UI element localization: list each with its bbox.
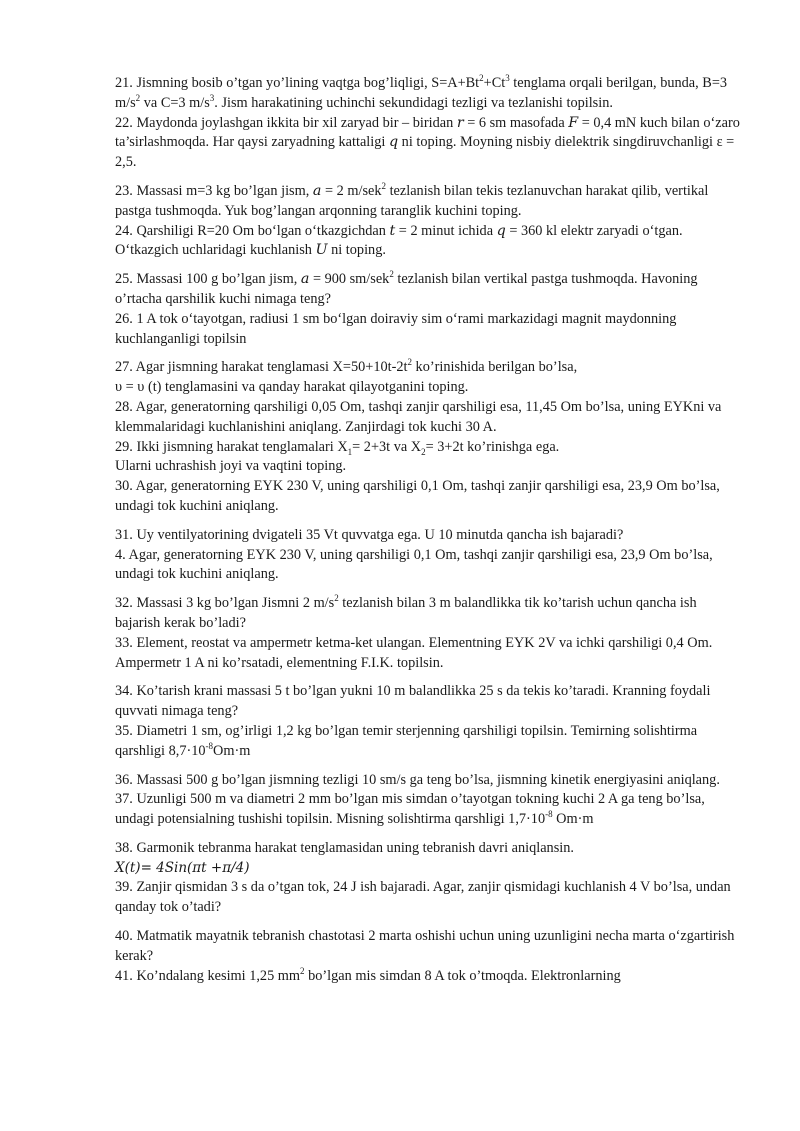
problem-text: 41. Ko’ndalang kesimi 1,25 mm xyxy=(115,967,301,984)
problem-group xyxy=(115,358,745,516)
problem-paragraph xyxy=(115,182,745,222)
problem-group xyxy=(115,839,745,918)
problem-group xyxy=(115,74,745,173)
superscript: 2 xyxy=(334,593,339,604)
problem-text: ko’rinishida berilgan bo’lsa, xyxy=(411,359,578,376)
problem-text: 29. Ikki jismning harakat tenglamalari X xyxy=(115,438,348,455)
problem-paragraph xyxy=(115,378,745,398)
problem-text: 36. Massasi 500 g bo’lgan jismning tezligi 10 sm/s ga teng bo’lsa, jismning kinetik energiyasini aniqlang. xyxy=(115,771,720,788)
problem-text: tenglama orqali berilgan, bunda, B=3 m/s xyxy=(115,75,728,111)
document-page xyxy=(115,74,745,986)
problem-text: 35. Diametri 1 sm, og’irligi 1,2 kg bo’lgan temir sterjenning qarshiligi topilsin. Temirning solishtirma qarshligi 8,7·10 xyxy=(115,722,698,759)
problem-text: 38. Garmonik tebranma harakat tenglamasidan uning tebranish davri aniqlansin. xyxy=(115,839,574,856)
problem-text: tezlanish bilan 3 m balandlikka tik ko’tarish uchun qancha ish bajarish kerak bo’ladi? xyxy=(115,595,697,631)
superscript: 2 xyxy=(479,73,484,84)
superscript: 2 xyxy=(135,93,141,104)
subscript: 1 xyxy=(347,446,353,457)
problem-group xyxy=(115,771,745,830)
problem-text: 39. Zanjir qismidan 3 s da o’tgan tok, 24 J ish bajaradi. Agar, zanjir qismidagi kuchlanish 4 V bo’lsa, undan qanday tok o’tadi? xyxy=(115,879,731,916)
subscript: 2 xyxy=(421,446,426,457)
problem-paragraph xyxy=(115,477,745,517)
problem-text: 40. Matmatik mayatnik tebranish chastotasi 2 marta oshishi uchun uning uzunligini necha marta o‘zgartirish kerak? xyxy=(115,928,735,964)
problem-paragraph xyxy=(115,967,745,987)
problem-paragraph xyxy=(115,546,745,586)
problem-paragraph xyxy=(115,526,745,546)
problem-paragraph xyxy=(115,634,745,674)
problem-text: Ularni uchrashish joyi va vaqtini toping. xyxy=(115,458,347,475)
problem-text: 25. Massasi 100 g bo’lgan jism, 𝑎 = 900 sm/sek xyxy=(115,271,390,288)
superscript: -8 xyxy=(205,740,214,751)
equation: X(t)= 4Sin(πt +π/4) xyxy=(115,859,250,876)
problem-text: 21. Jismning bosib o’tgan yo’lining vaqtga bog’liqligi, S=A+Bt xyxy=(115,75,480,91)
problem-paragraph xyxy=(115,310,745,350)
problem-paragraph xyxy=(115,438,745,458)
problem-paragraph xyxy=(115,790,745,830)
problem-text: 32. Massasi 3 kg bo’lgan Jismni 2 m/s xyxy=(115,595,335,612)
superscript: 2 xyxy=(381,181,386,192)
problem-paragraph xyxy=(115,682,745,722)
problem-paragraph xyxy=(115,222,745,262)
problem-text: 23. Massasi m=3 kg bo’lgan jism, 𝑎 = 2 m/sek xyxy=(115,182,382,199)
problem-text: va C=3 m/s xyxy=(140,94,210,111)
problem-paragraph xyxy=(115,878,745,918)
problem-text: 37. Uzunligi 500 m va diametri 2 mm bo’lgan mis simdan o’tayotgan tokning kuchi 2 A ga teng bo’lsa, undagi potensialning tushishi topilsin. Misning solishtirma qarshligi 1,7·10 xyxy=(115,791,705,828)
problem-text: 33. Element, reostat va ampermetr ketma-ket ulangan. Elementning EYK 2V va ichki qarshiligi 0,4 Om. Ampermetr 1 A ni ko’rsatadi, elementning F.I.K. topilsin. xyxy=(115,634,713,671)
superscript: -8 xyxy=(545,809,553,820)
superscript: 2 xyxy=(389,269,394,280)
problem-text: 27. Agar jismning harakat tenglamasi X=50+10t-2t xyxy=(115,359,408,376)
problem-text: 31. Uy ventilyatorining dvigateli 35 Vt quvvatga ega. U 10 minutda qancha ish bajaradi? xyxy=(115,526,624,543)
problem-group xyxy=(115,526,745,585)
problem-text: = 3+2t ko’rinishga ega. xyxy=(425,438,560,455)
problem-paragraph xyxy=(115,594,745,634)
problem-text: tezlanish bilan tekis tezlanuvchan harakat qilib, vertikal pastga tushmoqda. Yuk bog’langan arqonning taranglik kuchini toping. xyxy=(115,182,709,219)
problem-text: = 2+3t va X xyxy=(352,438,422,455)
problem-text: 34. Ko’tarish krani massasi 5 t bo’lgan yukni 10 m balandlikka 25 s da tekis ko’taradi. Kranning foydali quvvati nimaga teng? xyxy=(115,683,711,720)
problem-paragraph xyxy=(115,722,745,762)
problem-text: 28. Agar, generatorning qarshiligi 0,05 Om, tashqi zanjir qarshiligi esa, 11,45 Om bo’lsa, uning EYKni va klemmalaridagi kuchlanishini aniqlang. Zanjirdagi tok kuchi 30 A. xyxy=(115,398,722,435)
problem-paragraph xyxy=(115,398,745,438)
problem-text: 4. Agar, generatorning EYK 230 V, uning qarshiligi 0,1 Om, tashqi zanjir qarshiligi esa, 23,9 Om bo’lsa, undagi tok kuchini aniqlang. xyxy=(115,546,713,583)
problem-text: +Ct xyxy=(483,75,506,91)
problem-text: tezlanish bilan vertikal pastga tushmoqda. Havoning o’rtacha qarshilik kuchi nimaga teng? xyxy=(115,271,698,307)
problem-paragraph xyxy=(115,74,745,114)
problem-group xyxy=(115,182,745,261)
problem-paragraph xyxy=(115,927,745,967)
problem-text: Om·m xyxy=(552,811,594,828)
problem-group xyxy=(115,927,745,986)
superscript: 2 xyxy=(407,357,412,368)
problem-group xyxy=(115,270,745,349)
problem-text: . Jism harakatining uchinchi sekundidagi tezligi va tezlanishi topilsin. xyxy=(214,94,613,111)
problem-text: υ = υ (t) tenglamasini va qanday harakat qilayotganini toping. xyxy=(115,379,469,396)
problem-paragraph xyxy=(115,114,745,173)
problem-group xyxy=(115,594,745,673)
problem-paragraph xyxy=(115,457,745,477)
problem-text: 26. 1 A tok o‘tayotgan, radiusi 1 sm bo‘lgan doiraviy sim o‘rami markazidagi magnit maydonning kuchlanganligi topilsin xyxy=(115,310,677,347)
problem-text: 30. Agar, generatorning EYK 230 V, uning qarshiligi 0,1 Om, tashqi zanjir qarshiligi esa, 23,9 Om bo’lsa, undagi tok kuchini aniqlang. xyxy=(115,478,720,514)
problem-text: 24. Qarshiligi R=20 Om bo‘lgan o‘tkazgichdan 𝑡 = 2 minut ichida 𝑞 = 360 kl elektr zaryadi o‘tgan. O‘tkazgich uchlaridagi kuchlanish 𝑈 ni toping. xyxy=(115,222,683,259)
problem-text: bo’lgan mis simdan 8 A tok o’tmoqda. Elektronlarning xyxy=(304,967,621,984)
problem-paragraph xyxy=(115,771,745,791)
superscript: 2 xyxy=(300,965,305,976)
superscript: 3 xyxy=(209,93,215,104)
superscript: 3 xyxy=(505,73,510,84)
problem-paragraph xyxy=(115,270,745,310)
problem-paragraph xyxy=(115,358,745,378)
problem-paragraph xyxy=(115,839,745,859)
problem-text: 22. Maydonda joylashgan ikkita bir xil zaryad bir – biridan 𝑟 = 6 sm masofada 𝐹 = 0,4 mN kuch bilan o‘zaro ta’sirlashmoqda. Har qaysi zaryadning kattaligi 𝑞 ni toping. Moyning nisbiy dielektrik singdiruvchanligi ε = 2,5. xyxy=(115,114,740,171)
problem-group xyxy=(115,682,745,761)
problem-paragraph xyxy=(115,859,745,879)
problem-text: Om·m xyxy=(213,742,251,759)
